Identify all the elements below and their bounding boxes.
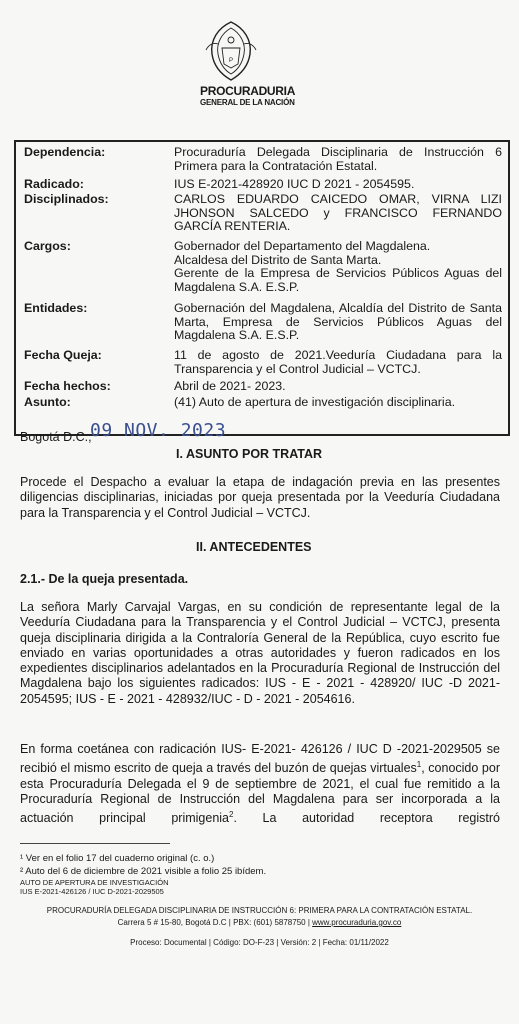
footnote-2: ² Auto del 6 de diciembre de 2021 visible a folio 25 ibídem. xyxy=(20,866,267,877)
label-radicado: Radicado: xyxy=(24,177,84,191)
doc-type-note: AUTO DE APERTURA DE INVESTIGACIÓN xyxy=(20,878,169,887)
value-cargos xyxy=(174,240,502,294)
value-fecha-hechos: Abril de 2021- 2023. xyxy=(174,379,286,393)
value-radicado: IUS E-2021-428920 IUC D 2021 - 2054595. xyxy=(174,177,415,191)
footer-dependencia: PROCURADURÍA DELEGADA DISCIPLINARIA DE INSTRUCCIÓN 6: PRIMERA PARA LA CONTRATACIÓN ESTATAL. xyxy=(46,906,473,915)
procuraduria-seal-logo xyxy=(196,18,266,84)
footnote-ref-2: 2 xyxy=(229,810,234,820)
footnote-ref-1: 1 xyxy=(416,760,422,770)
footer-contact xyxy=(0,918,519,928)
brand-subtitle: GENERAL DE LA NACIÓN xyxy=(200,98,295,107)
label-fecha-hechos: Fecha hechos: xyxy=(24,379,111,393)
section-1-body: Procede el Despacho a evaluar la etapa de indagación previa en las presentes diligencias disciplinarias, iniciadas por queja presentada por la Veeduría Ciudadana para la Transparencia y el Control Judicial – VCTCJ. xyxy=(20,475,500,520)
label-disciplinados: Disciplinados: xyxy=(24,192,109,206)
website-link[interactable]: www.procuraduria.gov.co xyxy=(312,918,402,927)
value-disciplinados: CARLOS EDUARDO CAICEDO OMAR, VIRNA LIZI JHONSON SALCEDO y FRANCISCO FERNANDO GARCÍA RENTERIA. xyxy=(174,192,502,233)
section-2-title: II. ANTECEDENTES xyxy=(196,540,312,554)
footer-process-info: Proceso: Documental | Código: DO-F-23 | Versión: 2 | Fecha: 01/11/2022 xyxy=(130,938,389,947)
value-fecha-queja: 11 de agosto de 2021.Veeduría Ciudadana para la Transparencia y el Control Judicial – VCTCJ. xyxy=(174,348,502,376)
svg-text:P: P xyxy=(228,58,234,64)
doc-id-note: IUS E-2021-426126 / IUC D-2021-2029505 xyxy=(20,887,164,896)
value-asunto: (41) Auto de apertura de investigación disciplinaria. xyxy=(174,395,456,409)
label-entidades: Entidades: xyxy=(24,301,88,315)
cargo-gobernador: Gobernador del Departamento del Magdalena. xyxy=(174,239,431,253)
case-info-box xyxy=(14,140,510,436)
label-asunto: Asunto: xyxy=(24,395,71,409)
label-fecha-queja: Fecha Queja: xyxy=(24,348,102,362)
cargo-gerente: Gerente de la Empresa de Servicios Públicos Aguas del Magdalena S.A. E.S.P. xyxy=(174,266,502,294)
section-2-paragraph-2 xyxy=(20,742,500,827)
date-stamp: 09 NOV. 2023 xyxy=(90,420,227,441)
value-entidades: Gobernación del Magdalena, Alcaldía del Distrito de Santa Marta, Empresa de Servicios Públicos Aguas del Magdalena S.A. E.S.P. xyxy=(174,301,502,342)
footer-address: Carrera 5 # 15-80, Bogotá D.C | PBX: (601) 5878750 | xyxy=(117,918,313,927)
section-2-paragraph-1: La señora Marly Carvajal Vargas, en su condición de representante legal de la Veeduría Ciudadana para la Transparencia y el Control Judicial – VCTCJ, presenta queja disciplinaria dirigida a la Contraloría General de la República, cuyo escrito fue enviado en varias oportunidades a otras autoridades y fueron radicados en los expedientes disciplinarios adelantados en la Procuraduría Regional de Instrucción del Magdalena bajo los siguientes radicados: IUS - E - 2021 - 428920/ IUC -D 2021- 2054595; IUS - E - 2021 - 428932/IUC - D - 2021 - 2054616. xyxy=(20,600,500,706)
para2-part-b: , conocido por esta Procuraduría Delegada el 9 de septiembre de 2021, el cual fue remitido a la Procuraduría Regional de Instrucción del Magdalena para ser incorporada a la actuación principal primigenia xyxy=(20,761,500,826)
footnote-1: ¹ Ver en el folio 17 del cuaderno original (c. o.) xyxy=(20,853,215,864)
brand-name: PROCURADURIA xyxy=(200,84,296,98)
footnote-divider xyxy=(20,843,170,844)
section-2-subtitle: 2.1.- De la queja presentada. xyxy=(20,572,189,586)
label-dependencia: Dependencia: xyxy=(24,145,106,159)
date-place: Bogotá D.C., xyxy=(20,430,92,444)
para2-part-a: En forma coetánea con radicación IUS- E-2021- 426126 / IUC D -2021-2029505 se recibió el mismo escrito de queja a través del buzón de quejas virtuales xyxy=(20,742,500,776)
label-cargos: Cargos: xyxy=(24,239,71,253)
section-1-title: I. ASUNTO POR TRATAR xyxy=(176,447,323,461)
para2-part-c: . La autoridad receptora registró xyxy=(233,811,500,826)
cargo-alcaldesa: Alcaldesa del Distrito de Santa Marta. xyxy=(174,252,382,267)
value-dependencia: Procuraduría Delegada Disciplinaria de Instrucción 6 Primera para la Contratación Estatal. xyxy=(174,145,502,173)
